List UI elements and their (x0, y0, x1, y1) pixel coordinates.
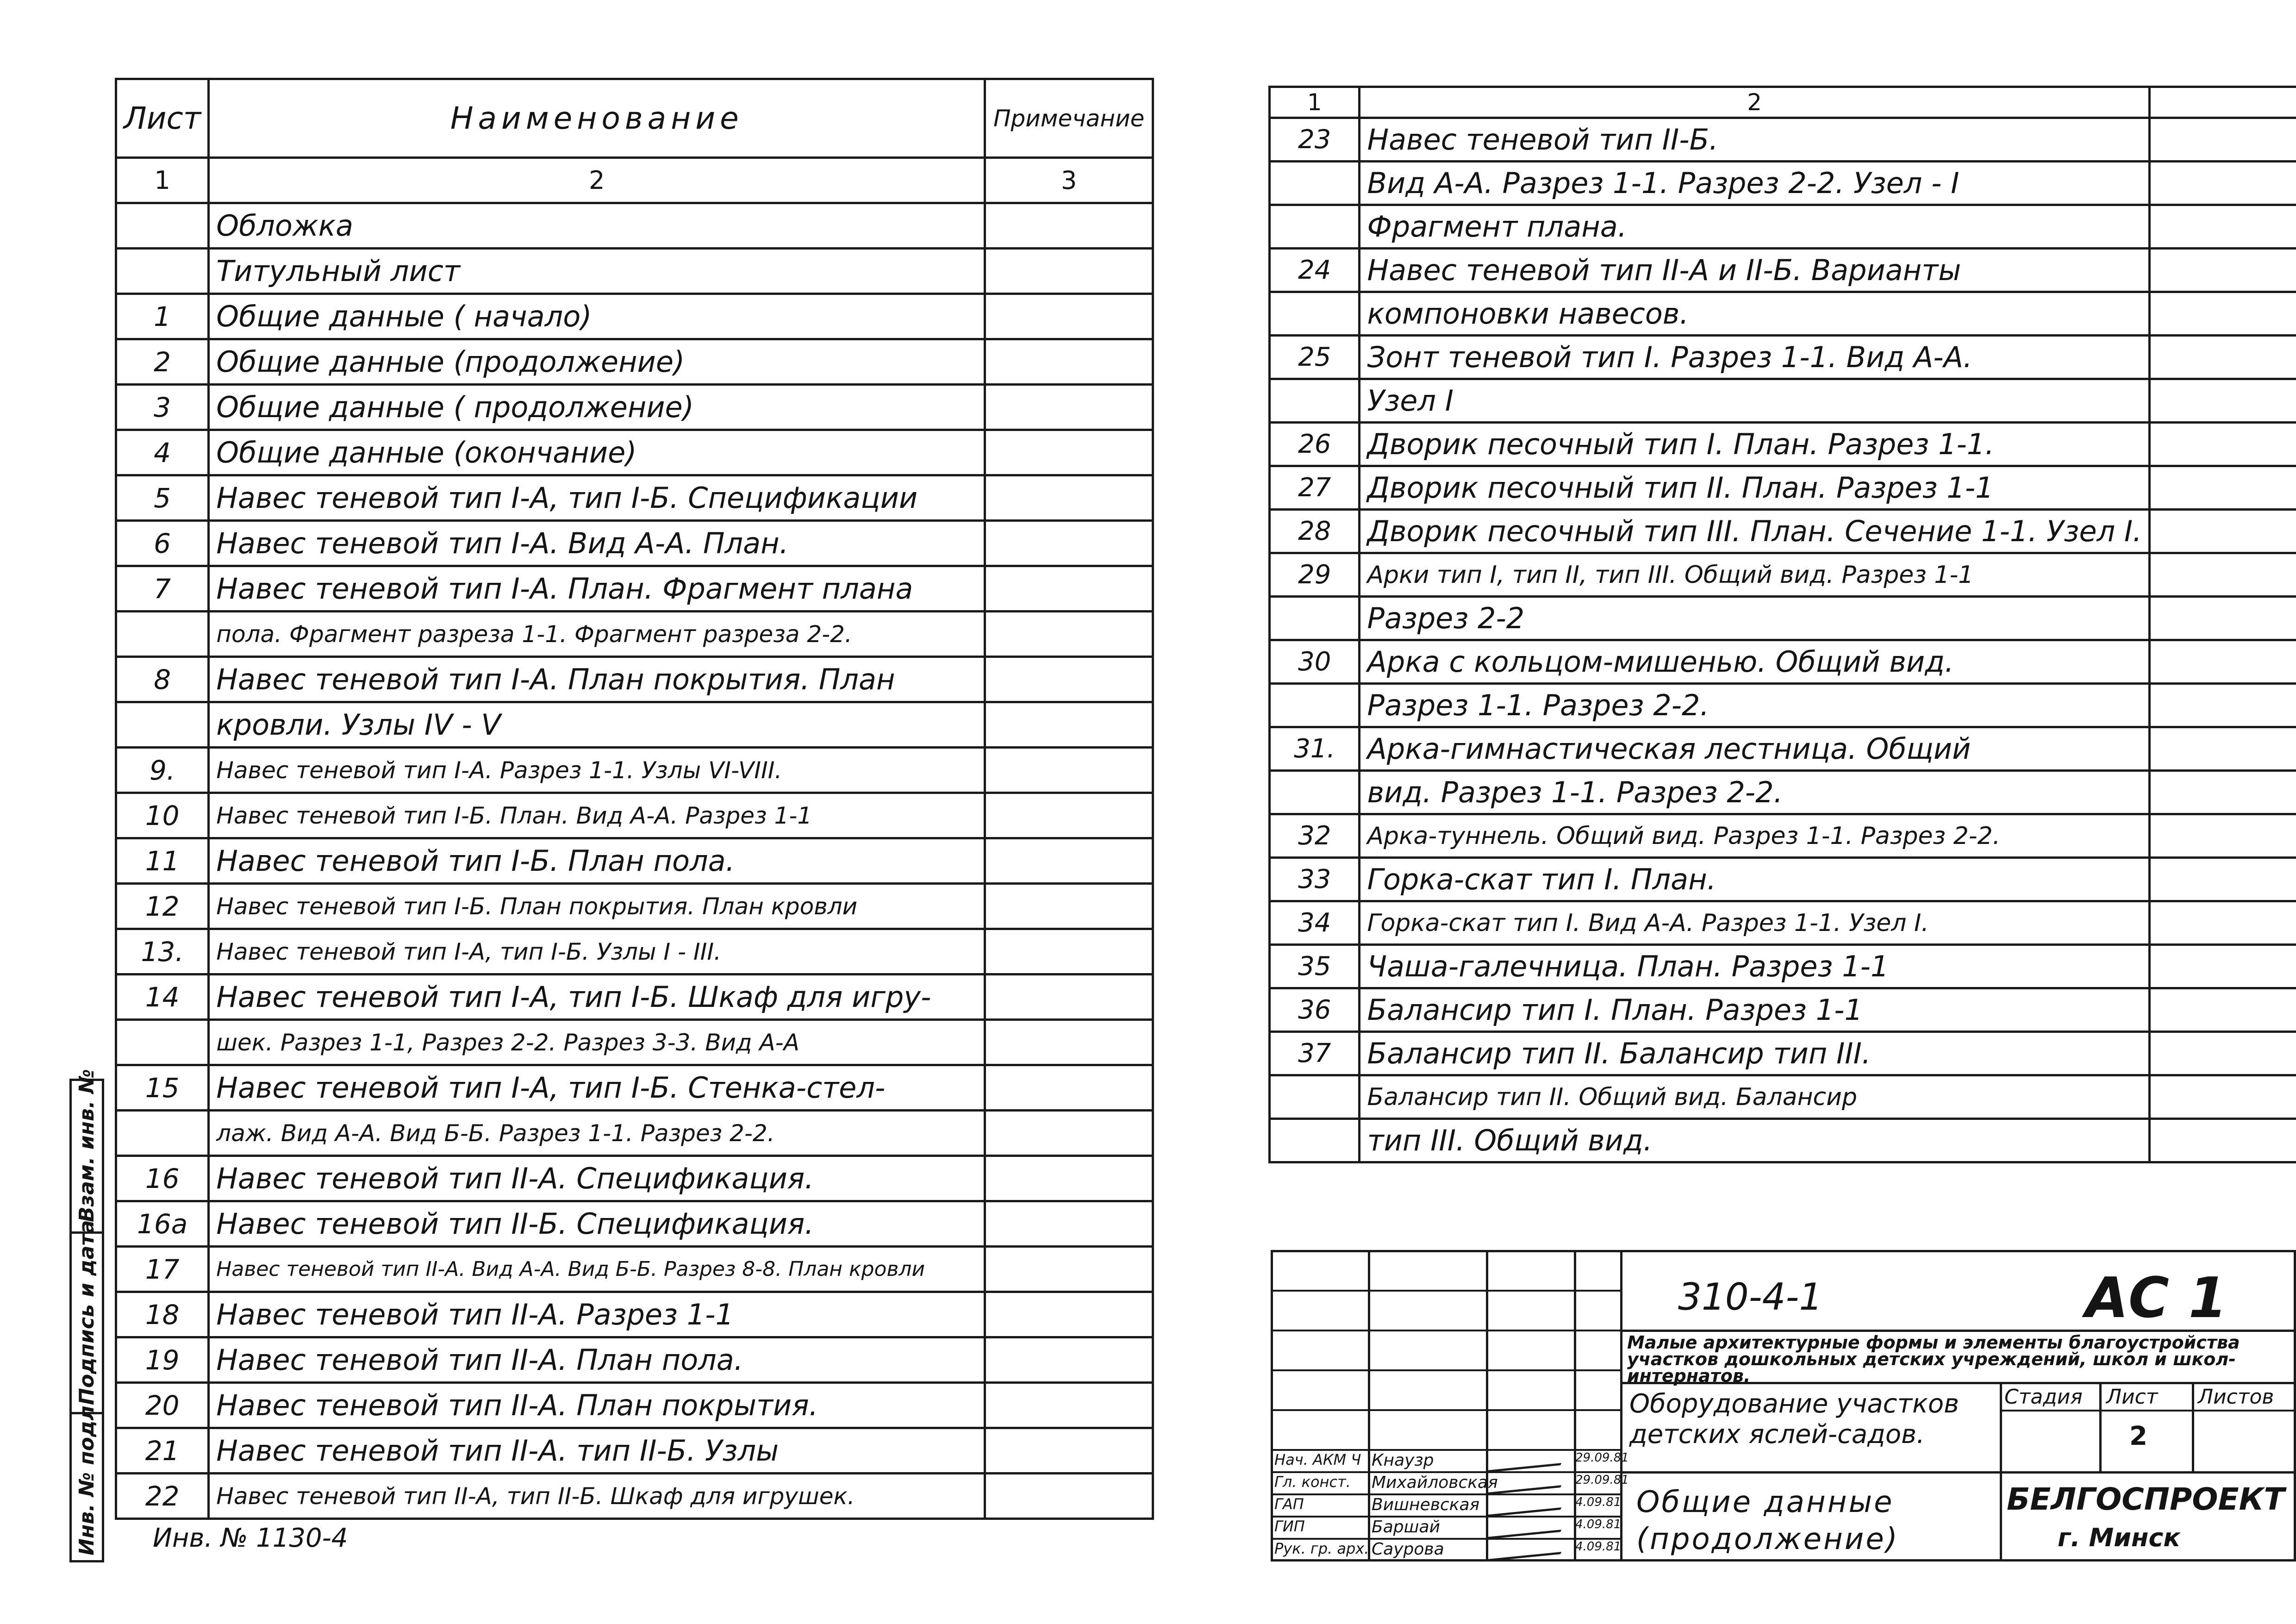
right-sheet-list-table (1268, 86, 2296, 1163)
sheet-row (1270, 988, 2296, 1032)
sheet-name: Арка-туннель. Общий вид. Разрез 1-1. Разрез 2-2. (1360, 814, 2149, 858)
sheet-number: 16а (116, 1201, 209, 1247)
sheet-number: 28 (1270, 510, 1360, 553)
sheet-note (2149, 945, 2296, 988)
sheet-row (116, 974, 1153, 1020)
sheet-row (1270, 466, 2296, 510)
sheet-row (116, 1020, 1153, 1065)
sheet-note (985, 793, 1153, 838)
sheet-number: 23 (1270, 118, 1360, 162)
sheet-name: Навес теневой тип I-А. План. Фрагмент плана (209, 566, 985, 612)
sheet-note (985, 475, 1153, 521)
original-inv-field: Инв. № подл. (75, 1398, 99, 1555)
sheet-number (116, 702, 209, 748)
index-2: 2 (209, 158, 985, 203)
sheet-row (116, 249, 1153, 294)
sheet-row (116, 475, 1153, 521)
stage-label: Стадия (2004, 1385, 2083, 1409)
sheet-note (985, 974, 1153, 1020)
sheet-name: Зонт теневой тип I. Разрез 1-1. Вид А-А. (1360, 336, 2149, 379)
sheet-number: 22 (116, 1474, 209, 1519)
sheet-row (1270, 727, 2296, 771)
sheet-row (1270, 814, 2296, 858)
sheet-name: Навес теневой тип II-А. тип II-Б. Узлы (209, 1428, 985, 1474)
sheet-note (985, 1337, 1153, 1383)
sheet-name: Узел I (1360, 379, 2149, 423)
signatory-name: Баршай (1372, 1518, 1441, 1537)
sheet-number: 17 (116, 1247, 209, 1292)
sheet-row (1270, 684, 2296, 727)
sheet-name: Горка-скат тип I. План. (1360, 858, 2149, 901)
sheet-row (116, 838, 1153, 884)
sheet-name: Навес теневой тип II-А. План покрытия. (209, 1383, 985, 1428)
sheet-number: 4 (116, 430, 209, 475)
sheet-number: 24 (1270, 249, 1360, 292)
sheet-note (2149, 1119, 2296, 1162)
sheet-row (116, 702, 1153, 748)
replace-inv-field: Взам. инв. № (75, 1069, 99, 1222)
org-name: БЕЛГОСПРОЕКТ (2007, 1481, 2285, 1517)
sheet-name: Арка с кольцом-мишенью. Общий вид. (1360, 640, 2149, 684)
sheet-note (985, 612, 1153, 657)
sheet-note (985, 339, 1153, 385)
sheet-value: 2 (2129, 1421, 2147, 1451)
sheet-row (1270, 249, 2296, 292)
signatory-date: 4.09.81 (1575, 1540, 1622, 1554)
sheet-row (116, 430, 1153, 475)
sheet-name: Навес теневой тип II-А. Вид А-А. Вид Б-Б. Разрез 8-8. План кровли (209, 1247, 985, 1292)
sheet-row (1270, 336, 2296, 379)
sheet-name: Навес теневой тип II-А. Спецификация. (209, 1156, 985, 1201)
left-header-row (116, 79, 1153, 158)
sheet-name: Общие данные ( продолжение) (209, 385, 985, 430)
sheet-note (2149, 684, 2296, 727)
sheet-name: Горка-скат тип I. Вид А-А. Разрез 1-1. Узел I. (1360, 901, 2149, 945)
sheet-number (1270, 379, 1360, 423)
sheet-number (116, 249, 209, 294)
sheet-row (116, 339, 1153, 385)
sheet-note (2149, 858, 2296, 901)
sheet-name: Навес теневой тип I-А, тип I-Б. Шкаф для игру- (209, 974, 985, 1020)
index-1: 1 (1270, 87, 1360, 118)
sheet-number: 37 (1270, 1032, 1360, 1075)
sheet-row (116, 1247, 1153, 1292)
signature-date-field: Подпись и дата (75, 1220, 99, 1405)
sheet-number (1270, 205, 1360, 249)
sheet-number: 31. (1270, 727, 1360, 771)
sheet-row (1270, 1032, 2296, 1075)
sheet-row (116, 612, 1153, 657)
sheet-row (1270, 379, 2296, 423)
side-approval-strip (69, 1069, 138, 1562)
sheet-name: Титульный лист (209, 249, 985, 294)
sheet-note (985, 249, 1153, 294)
sheet-note (2149, 118, 2296, 162)
signatory-role: Нач. АКМ Ч (1274, 1451, 1361, 1468)
sheet-number: 6 (116, 521, 209, 566)
sheet-row (1270, 162, 2296, 205)
sheet-row (116, 1383, 1153, 1428)
sheet-row (1270, 205, 2296, 249)
sheet-row (1270, 423, 2296, 466)
sheet-label: Лист (2106, 1385, 2158, 1409)
sheet-note (985, 1065, 1153, 1111)
sheet-number: 29 (1270, 553, 1360, 597)
sheet-name: Балансир тип I. План. Разрез 1-1 (1360, 988, 2149, 1032)
sheet-name: Общие данные (окончание) (209, 430, 985, 475)
sheet-note (985, 657, 1153, 702)
doc-mark: АС 1 (2085, 1266, 2227, 1330)
sheet-row (1270, 292, 2296, 336)
sheet-name: Дворик песочный тип III. План. Сечение 1-1. Узел I. (1360, 510, 2149, 553)
sheet-note (985, 748, 1153, 793)
sheet-number: 9. (116, 748, 209, 793)
sheet-row (116, 203, 1153, 249)
sheet-note (985, 1020, 1153, 1065)
sheet-note (985, 521, 1153, 566)
sheet-number (1270, 684, 1360, 727)
sheet-note (985, 1111, 1153, 1156)
sheet-number: 30 (1270, 640, 1360, 684)
sheet-name: Вид А-А. Разрез 1-1. Разрез 2-2. Узел - I (1360, 162, 2149, 205)
sheet-number: 35 (1270, 945, 1360, 988)
sheet-note (2149, 1032, 2296, 1075)
sheet-name: Навес теневой тип I-Б. План покрытия. План кровли (209, 884, 985, 929)
sheet-note (2149, 336, 2296, 379)
sheet-number: 21 (116, 1428, 209, 1474)
left-index-row (116, 158, 1153, 203)
sheet-name: вид. Разрез 1-1. Разрез 2-2. (1360, 771, 2149, 814)
sheet-note (985, 929, 1153, 974)
sheet-note (985, 884, 1153, 929)
left-sheet-list-table (115, 78, 1154, 1520)
signatory-name: Вишневская (1372, 1495, 1480, 1514)
sheet-name: компоновки навесов. (1360, 292, 2149, 336)
sheet-row (1270, 640, 2296, 684)
sheet-note (2149, 640, 2296, 684)
sheet-row (1270, 901, 2296, 945)
sheet-number: 12 (116, 884, 209, 929)
sheet-row (116, 294, 1153, 339)
sheet-row (116, 1428, 1153, 1474)
sheet-note (2149, 249, 2296, 292)
sheet-name: Навес теневой тип I-Б. План. Вид А-А. Разрез 1-1 (209, 793, 985, 838)
index-1: 1 (116, 158, 209, 203)
sheet-row (116, 1201, 1153, 1247)
sheet-note (2149, 423, 2296, 466)
sheet-row (1270, 553, 2296, 597)
sheet-number: 5 (116, 475, 209, 521)
sheet-number: 25 (1270, 336, 1360, 379)
sheet-row (116, 1111, 1153, 1156)
sheet-number (1270, 1075, 1360, 1119)
sheet-name: тип III. Общий вид. (1360, 1119, 2149, 1162)
sheet-note (985, 566, 1153, 612)
sheet-row (116, 385, 1153, 430)
sheet-name: Дворик песочный тип II. План. Разрез 1-1 (1360, 466, 2149, 510)
sheet-row (1270, 771, 2296, 814)
sheet-row (116, 521, 1153, 566)
org-city: г. Минск (2058, 1523, 2181, 1552)
title-block (1271, 1250, 2296, 1562)
sheet-row (1270, 1119, 2296, 1162)
sheet-number (116, 612, 209, 657)
sheet-row (1270, 597, 2296, 640)
sheet-number: 2 (116, 339, 209, 385)
sheet-name: Навес теневой тип I-А, тип I-Б. Узлы I - III. (209, 929, 985, 974)
sheet-number (1270, 1119, 1360, 1162)
sheet-name: пола. Фрагмент разреза 1-1. Фрагмент разреза 2-2. (209, 612, 985, 657)
header-name: Наименование (209, 79, 985, 158)
sheet-number (116, 1020, 209, 1065)
sheet-number (116, 203, 209, 249)
sheet-number: 15 (116, 1065, 209, 1111)
sheet-name: Общие данные ( начало) (209, 294, 985, 339)
sheet-number (1270, 292, 1360, 336)
sheet-number: 11 (116, 838, 209, 884)
right-index-row (1270, 87, 2296, 118)
sheet-note (2149, 379, 2296, 423)
sheet-note (985, 702, 1153, 748)
sheet-note (2149, 814, 2296, 858)
sheet-name: Навес теневой тип II-Б. Спецификация. (209, 1201, 985, 1247)
sheet-number: 19 (116, 1337, 209, 1383)
sheet-name: Навес теневой тип II-Б. (1360, 118, 2149, 162)
sheet-row (116, 1337, 1153, 1383)
header-note: Примечание (985, 79, 1153, 158)
sheet-name: кровли. Узлы IV - V (209, 702, 985, 748)
signatory-name: Михайловская (1372, 1473, 1498, 1492)
signatory-date: 4.09.81 (1575, 1518, 1622, 1531)
sheet-name: Арка-гимнастическая лестница. Общий (1360, 727, 2149, 771)
sheet-row (1270, 118, 2296, 162)
sheet-note (2149, 771, 2296, 814)
sheet-number (1270, 162, 1360, 205)
sheet-name: Обложка (209, 203, 985, 249)
sheet-number: 36 (1270, 988, 1360, 1032)
sheet-row (116, 793, 1153, 838)
sheet-number: 3 (116, 385, 209, 430)
sheet-name: Навес теневой тип I-А, тип I-Б. Спецификации (209, 475, 985, 521)
sheet-name: Навес теневой тип I-А. Вид А-А. План. (209, 521, 985, 566)
sheet-row (1270, 1075, 2296, 1119)
sheet-name: Балансир тип II. Общий вид. Балансир (1360, 1075, 2149, 1119)
sheet-row (116, 1474, 1153, 1519)
sheet-number: 32 (1270, 814, 1360, 858)
sheet-note (985, 1428, 1153, 1474)
sheet-number (1270, 597, 1360, 640)
sheet-number: 7 (116, 566, 209, 612)
sheet-row (1270, 858, 2296, 901)
sheet-note (985, 1201, 1153, 1247)
sheet-note (985, 838, 1153, 884)
sheet-name: Разрез 1-1. Разрез 2-2. (1360, 684, 2149, 727)
index-3 (2149, 87, 2296, 118)
sheet-name: Чаша-галечница. План. Разрез 1-1 (1360, 945, 2149, 988)
doc-code: 310-4-1 (1678, 1275, 1823, 1318)
sheet-note (985, 430, 1153, 475)
signatory-date: 4.09.81 (1575, 1495, 1622, 1509)
sheet-name: Общие данные (продолжение) (209, 339, 985, 385)
object-name: Оборудование участков детских яслей-садов. (1629, 1389, 1959, 1449)
sheet-number: 20 (116, 1383, 209, 1428)
sheet-name: Фрагмент плана. (1360, 205, 2149, 249)
sheet-name: Навес теневой тип II-А, тип II-Б. Шкаф для игрушек. (209, 1474, 985, 1519)
sheet-number: 16 (116, 1156, 209, 1201)
sheet-note (985, 1292, 1153, 1337)
signatory-role: ГИП (1274, 1518, 1305, 1535)
sheet-number: 10 (116, 793, 209, 838)
sheet-name: лаж. Вид А-А. Вид Б-Б. Разрез 1-1. Разрез 2-2. (209, 1111, 985, 1156)
sheet-note (2149, 988, 2296, 1032)
sheet-row (116, 1292, 1153, 1337)
sheet-note (985, 385, 1153, 430)
sheet-name: Дворик песочный тип I. План. Разрез 1-1. (1360, 423, 2149, 466)
sheet-note (985, 294, 1153, 339)
sheet-note (985, 1383, 1153, 1428)
signatory-role: Гл. конст. (1274, 1473, 1351, 1491)
sheet-row (1270, 945, 2296, 988)
sheet-note (2149, 466, 2296, 510)
sheet-name: Балансир тип II. Балансир тип III. (1360, 1032, 2149, 1075)
sheet-number: 34 (1270, 901, 1360, 945)
sheet-row (116, 1065, 1153, 1111)
sheet-number: 26 (1270, 423, 1360, 466)
signatory-name: Кнаузр (1372, 1451, 1434, 1470)
sheet-number: 8 (116, 657, 209, 702)
sheet-note (985, 203, 1153, 249)
sheet-number: 14 (116, 974, 209, 1020)
sheet-note (2149, 292, 2296, 336)
sheet-note (2149, 205, 2296, 249)
sheet-note (985, 1247, 1153, 1292)
inventory-number: Инв. № 1130-4 (153, 1523, 348, 1553)
sheet-title: Общие данные (продолжение) (1636, 1485, 1899, 1556)
sheet-note (2149, 727, 2296, 771)
sheets-label: Листов (2198, 1385, 2274, 1409)
sheet-name: Навес теневой тип II-А и II-Б. Варианты (1360, 249, 2149, 292)
sheet-note (2149, 510, 2296, 553)
index-3: 3 (985, 158, 1153, 203)
sheet-note (2149, 162, 2296, 205)
sheet-number: 18 (116, 1292, 209, 1337)
sheet-number: 33 (1270, 858, 1360, 901)
index-2: 2 (1360, 87, 2149, 118)
sheet-note (985, 1474, 1153, 1519)
signatory-role: Рук. гр. арх. (1274, 1540, 1369, 1557)
signatory-date: 29.09.81 (1575, 1473, 1629, 1487)
sheet-row (116, 929, 1153, 974)
sheet-number: 13. (116, 929, 209, 974)
header-sheet: Лист (116, 79, 209, 158)
sheet-note (985, 1156, 1153, 1201)
sheet-row (116, 884, 1153, 929)
sheet-note (2149, 901, 2296, 945)
sheet-row (116, 748, 1153, 793)
sheet-name: Навес теневой тип II-А. План пола. (209, 1337, 985, 1383)
sheet-number: 1 (116, 294, 209, 339)
sheet-number: 27 (1270, 466, 1360, 510)
signatory-date: 29.09.81 (1575, 1451, 1629, 1465)
sheet-row (116, 566, 1153, 612)
sheet-name: Навес теневой тип I-А. Разрез 1-1. Узлы VI-VIII. (209, 748, 985, 793)
sheet-note (2149, 597, 2296, 640)
sheet-name: шек. Разрез 1-1, Разрез 2-2. Разрез 3-3. Вид А-А (209, 1020, 985, 1065)
sheet-number (1270, 771, 1360, 814)
sheet-name: Навес теневой тип I-А. План покрытия. План (209, 657, 985, 702)
sheet-note (2149, 553, 2296, 597)
sheet-name: Навес теневой тип I-Б. План пола. (209, 838, 985, 884)
sheet-name: Разрез 2-2 (1360, 597, 2149, 640)
sheet-name: Навес теневой тип II-А. Разрез 1-1 (209, 1292, 985, 1337)
sheet-name: Арки тип I, тип II, тип III. Общий вид. Разрез 1-1 (1360, 553, 2149, 597)
sheet-row (1270, 510, 2296, 553)
signatory-name: Саурова (1372, 1540, 1444, 1559)
sheet-note (2149, 1075, 2296, 1119)
sheet-row (116, 657, 1153, 702)
signatory-role: ГАП (1274, 1495, 1304, 1513)
sheet-name: Навес теневой тип I-А, тип I-Б. Стенка-стел- (209, 1065, 985, 1111)
series-title: Малые архитектурные формы и элементы благоустройства участков дошкольных детских учреждений, школ и школ-интернатов. (1627, 1332, 2240, 1386)
sheet-row (116, 1156, 1153, 1201)
